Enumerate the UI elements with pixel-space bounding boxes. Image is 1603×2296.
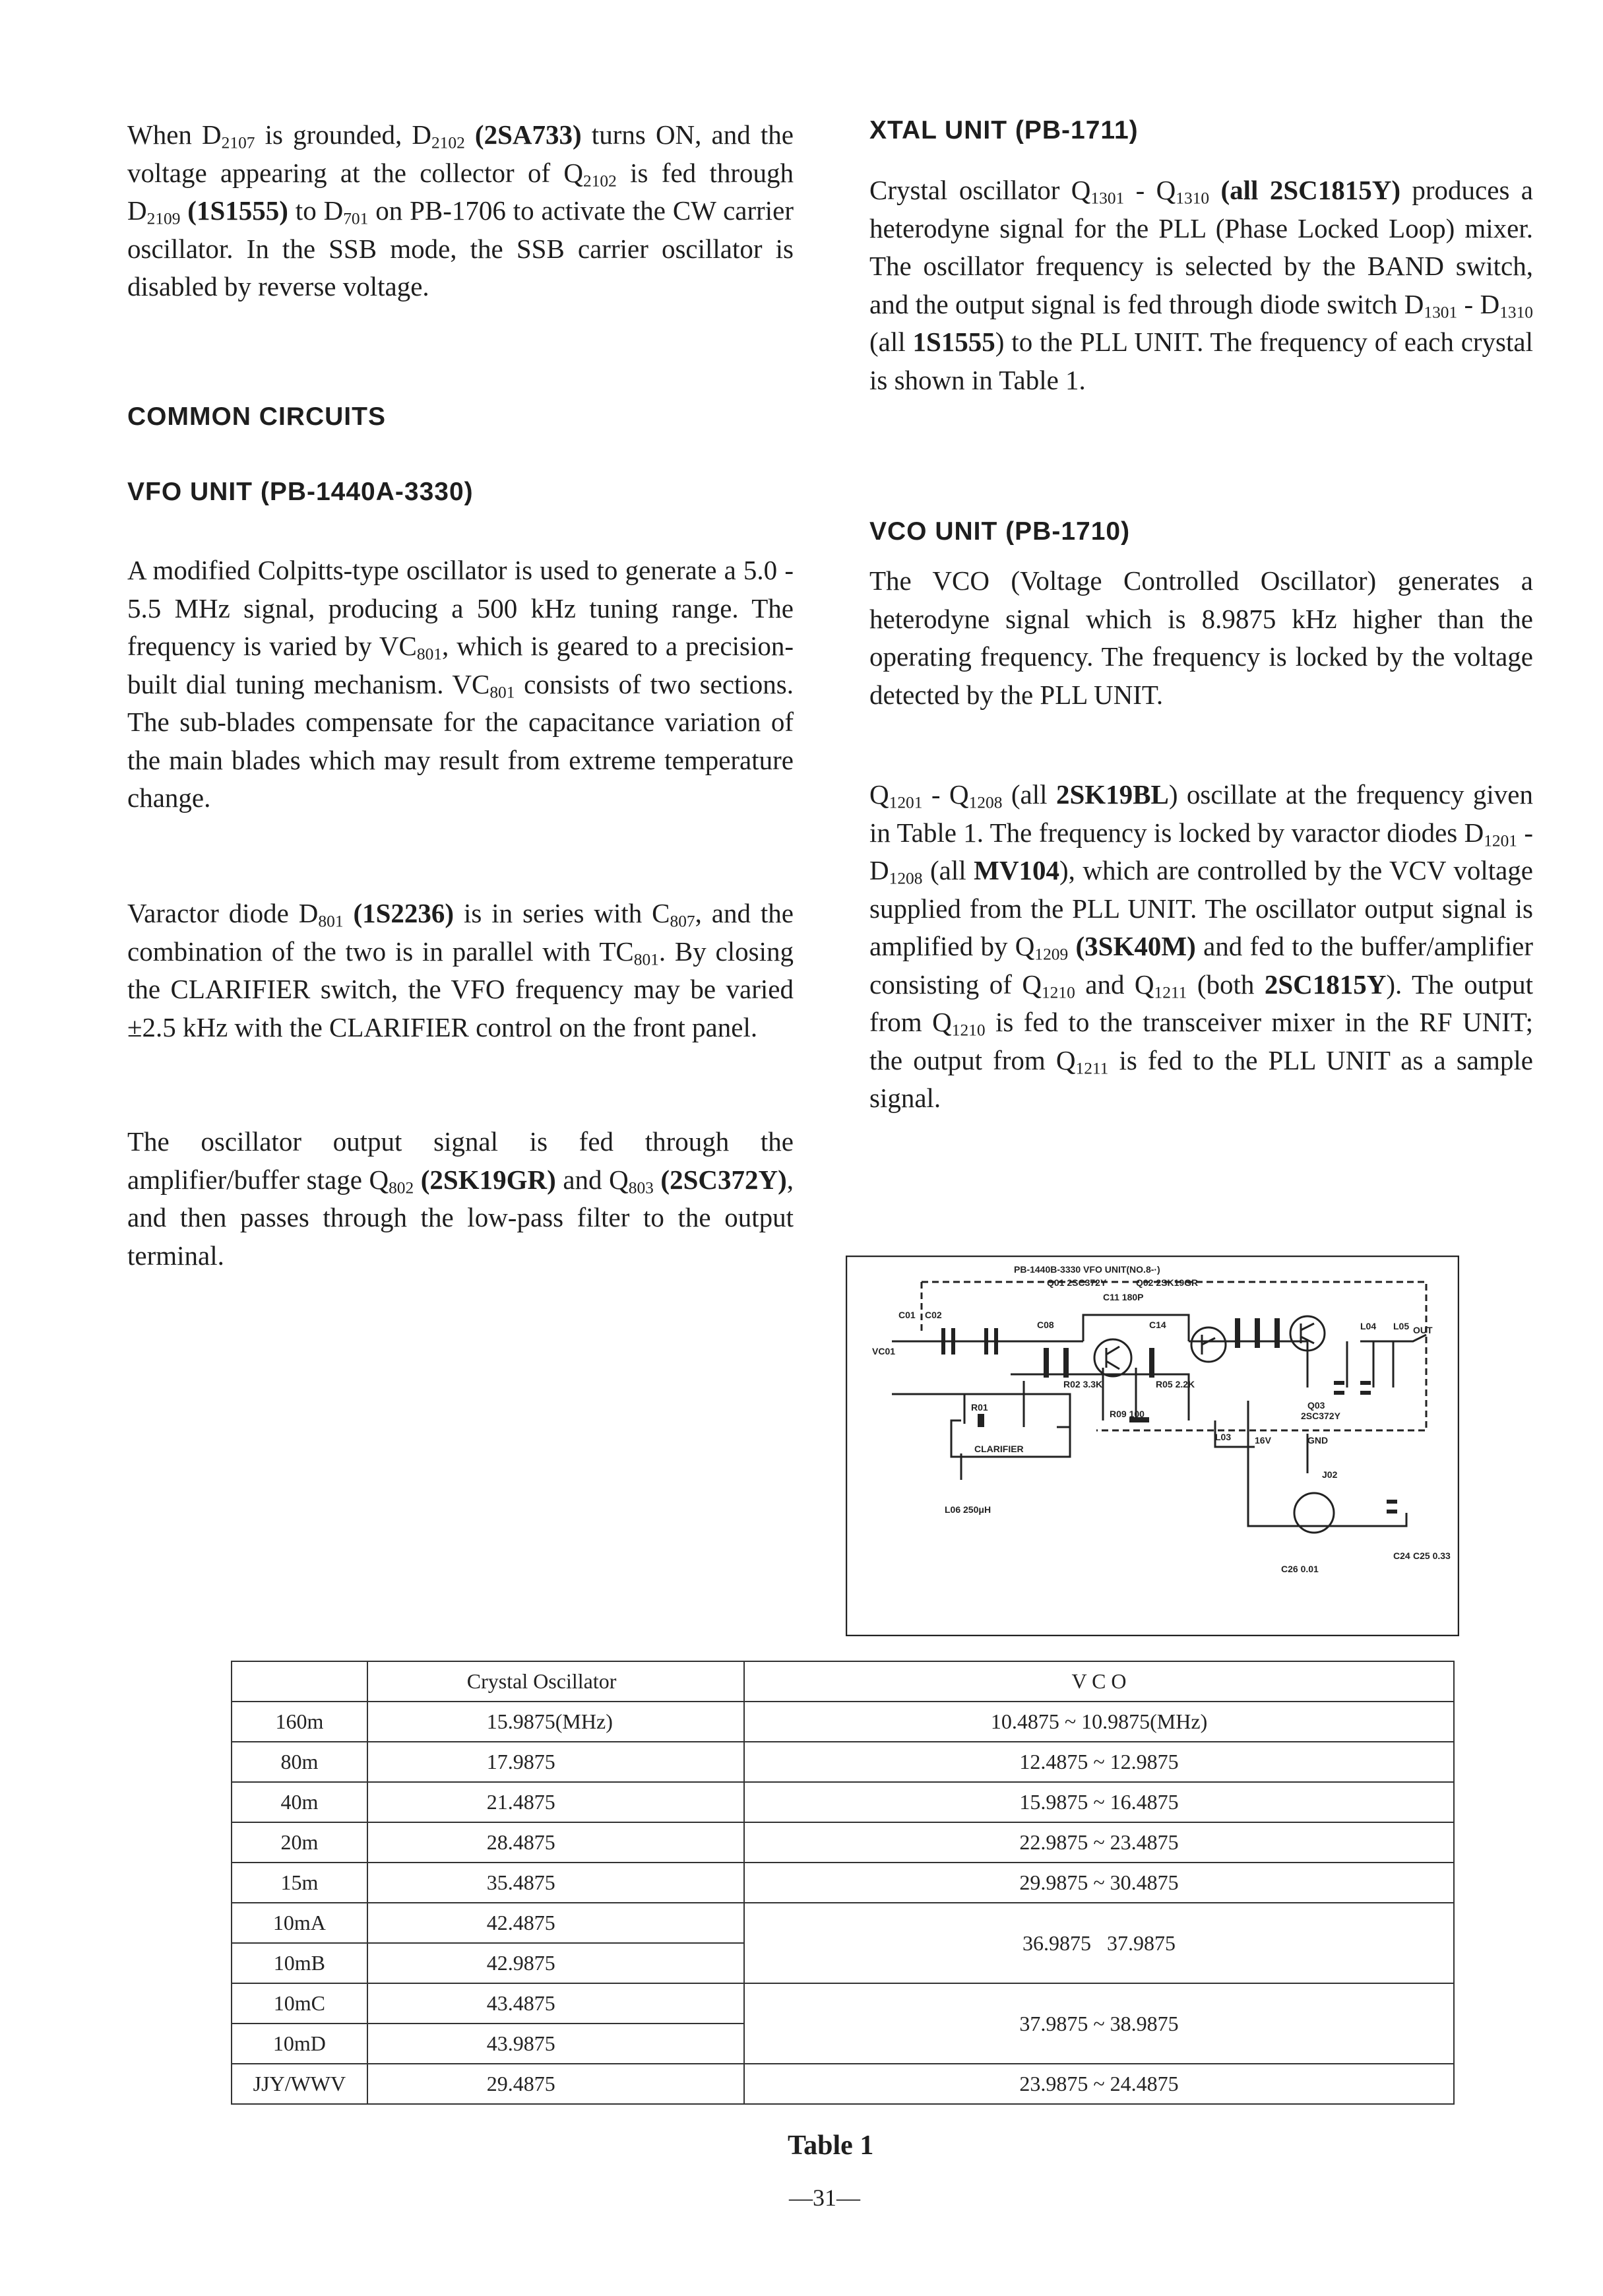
table-row: [232, 2064, 1454, 2104]
q03-type-label: 2SC372Y: [1301, 1411, 1340, 1421]
vco-cell-merged: 37.9875 ~ 38.9875: [744, 1983, 1454, 2064]
l03-label: L03: [1215, 1432, 1232, 1442]
band-cell: JJY/WWV: [232, 2064, 367, 2104]
vc01-label: VC01: [872, 1346, 896, 1356]
vco-paragraph-2: $Q_{1201} - Q_{1208}$ (all 2SK19BL) oscillate at the frequency given in Table 1. The frequency is locked by varactor diodes $D_{1201} - D_{1208}$ (all MV104), which are controlled by the VCV voltage supplied from the PLL UNIT. The oscillator output signal is amplified by $Q_{1209}$ (3SK40M) and fed to the buffer/amplifier consisting of $Q_{1210}$ and $Q_{1211}$ (both 2SC1815Y). The output from $Q_{1210}$ is fed to the transceiver mixer in the RF UNIT; the output from $Q_{1211}$ is fed to the PLL UNIT as a sample signal.: [869, 779, 1534, 1113]
r01-label: R01: [971, 1402, 988, 1413]
vco-paragraph-1: The VCO (Voltage Controlled Oscillator) generates a heterodyne signal which is 8.9875 kHz higher than the operating frequency. The frequency is locked by the voltage detected by the PLL UNIT.: [869, 565, 1533, 710]
page-number: —31—: [789, 2184, 860, 2211]
crystal-cell: 21.4875: [367, 1782, 744, 1822]
c01-label: C01: [898, 1310, 916, 1320]
band-cell: 40m: [232, 1782, 367, 1822]
vfo-unit-heading: VFO UNIT (PB-1440A-3330): [127, 478, 474, 506]
r09-label: R09 100: [1110, 1409, 1145, 1419]
c08-label: C08: [1037, 1320, 1054, 1330]
table-row: [232, 1822, 1454, 1863]
r02-label: R02 3.3K: [1063, 1379, 1103, 1389]
c24-label: C24: [1393, 1550, 1410, 1561]
j02-label: J02: [1322, 1469, 1338, 1480]
crystal-cell: 42.4875: [367, 1903, 744, 1943]
c26-label: C26 0.01: [1281, 1564, 1319, 1574]
q03-label: Q03: [1307, 1400, 1325, 1411]
table-row: [232, 1863, 1454, 1903]
table-row: [232, 1903, 1454, 1943]
r05-label: R05 2.2K: [1156, 1379, 1195, 1389]
crystal-cell: 17.9875: [367, 1742, 744, 1782]
vfo-paragraph-3: The oscillator output signal is fed through the amplifier/buffer stage $Q_{802}$ (2SK19GR) and $Q_{803}$ (2SC372Y), and then passes through the low-pass filter to the output terminal.: [127, 1126, 794, 1271]
band-cell: 10mB: [232, 1943, 367, 1983]
l04-label: L04: [1360, 1321, 1377, 1331]
table-row: [232, 1702, 1454, 1742]
table-row: [232, 1782, 1454, 1822]
vco-cell: 23.9875 ~ 24.4875: [744, 2064, 1454, 2104]
vfo-unit-schematic: [846, 1256, 1459, 1636]
band-cell: 20m: [232, 1822, 367, 1863]
schematic-title: PB-1440B-3330 VFO UNIT(NO.8-·): [1014, 1264, 1160, 1275]
out-label: OUT: [1413, 1325, 1433, 1335]
left-column: [127, 116, 794, 1271]
xtal-paragraph: Crystal oscillator $Q_{1301} - Q_{1310}$ (all 2SC1815Y) produces a heterodyne signal for the PLL (Phase Locked Loop) mixer. The oscillator frequency is selected by the BAND switch, and the output signal is fed through diode switch $D_{1301} - D_{1310}$ (all 1S1555) to the PLL UNIT. The frequency of each crystal is shown in Table 1.: [869, 175, 1533, 395]
xtal-unit-heading: XTAL UNIT (PB-1711): [869, 116, 1139, 144]
band-cell: 15m: [232, 1863, 367, 1903]
vfo-paragraph-1: A modified Colpitts-type oscillator is used to generate a 5.0 - 5.5 MHz signal, producing a 500 kHz tuning range. The frequency is varied by $VC_{801}$, which is geared to a precision-built dial tuning mechanism. $VC_{801}$ consists of two sections. The sub-blades compensate for the capacitance variation of the main blades which may result from extreme temperature change.: [127, 555, 794, 813]
crystal-cell: 29.4875: [367, 2064, 744, 2104]
c11-label: C11 180P: [1103, 1292, 1144, 1302]
band-cell: 160m: [232, 1702, 367, 1742]
vco-cell: 22.9875 ~ 23.4875: [744, 1822, 1454, 1863]
intro-paragraph: When $D_{2107}$ is grounded, $D_{2102}$ (2SA733) turns ON, and the voltage appearing at the collector of $Q_{2102}$ is fed through $D_{2109}$ (1S1555) to $D_{701}$ on PB-1706 to activate the CW carrier oscillator. In the SSB mode, the SSB carrier oscillator is disabled by reverse voltage.: [127, 119, 794, 302]
c14-label: C14: [1149, 1320, 1166, 1330]
q01-label: Q01 2SC372Y: [1047, 1277, 1107, 1288]
vco-cell-merged: 36.9875 37.9875: [744, 1903, 1454, 1983]
q02-label: Q02 2SK19GR: [1136, 1277, 1199, 1288]
c25-label: C25 0.33: [1413, 1550, 1451, 1561]
vco-cell: 12.4875 ~ 12.9875: [744, 1742, 1454, 1782]
c02-label: C02: [925, 1310, 942, 1320]
transistor-q02-symbol: [1191, 1327, 1226, 1362]
band-cell: 10mC: [232, 1983, 367, 2024]
crystal-cell: 42.9875: [367, 1943, 744, 1983]
table-header-crystal: Crystal Oscillator: [367, 1661, 744, 1702]
common-circuits-heading: COMMON CIRCUITS: [127, 402, 386, 431]
band-cell: 10mA: [232, 1903, 367, 1943]
crystal-cell: 35.4875: [367, 1863, 744, 1903]
crystal-cell: 43.9875: [367, 2024, 744, 2064]
table-caption: Table 1: [788, 2130, 874, 2161]
vco-unit-heading: VCO UNIT (PB-1710): [869, 517, 1131, 546]
vco-cell: 10.4875 ~ 10.9875(MHz): [744, 1702, 1454, 1742]
l06-label: L06 250μH: [945, 1504, 991, 1515]
band-cell: 80m: [232, 1742, 367, 1782]
vco-cell: 29.9875 ~ 30.4875: [744, 1863, 1454, 1903]
vfo-paragraph-2: Varactor diode $D_{801}$ (1S2236) is in series with $C_{807}$, and the combination of the two is in parallel with $TC_{801}$. By closing the CLARIFIER switch, the VFO frequency may be varied ±2.5 kHz with the CLARIFIER control on the front panel.: [127, 898, 794, 1042]
table-header-vco: V C O: [744, 1661, 1454, 1702]
clarifier-label: CLARIFIER: [974, 1444, 1024, 1454]
gnd-label: GND: [1307, 1435, 1329, 1446]
transistor-q01-symbol: [1094, 1339, 1131, 1376]
table-row: [232, 1983, 1454, 2024]
table-header-band: [232, 1661, 367, 1702]
crystal-cell: 28.4875: [367, 1822, 744, 1863]
table-header-row: [232, 1661, 1454, 1702]
right-column: [869, 116, 1534, 1113]
band-cell: 10mD: [232, 2024, 367, 2064]
frequency-table: [231, 1661, 1455, 2105]
16v-label: 16V: [1255, 1435, 1271, 1446]
vco-cell: 15.9875 ~ 16.4875: [744, 1782, 1454, 1822]
crystal-cell: 43.4875: [367, 1983, 744, 2024]
l05-label: L05: [1393, 1321, 1410, 1331]
crystal-cell: 15.9875(MHz): [367, 1702, 744, 1742]
table-row: [232, 1742, 1454, 1782]
